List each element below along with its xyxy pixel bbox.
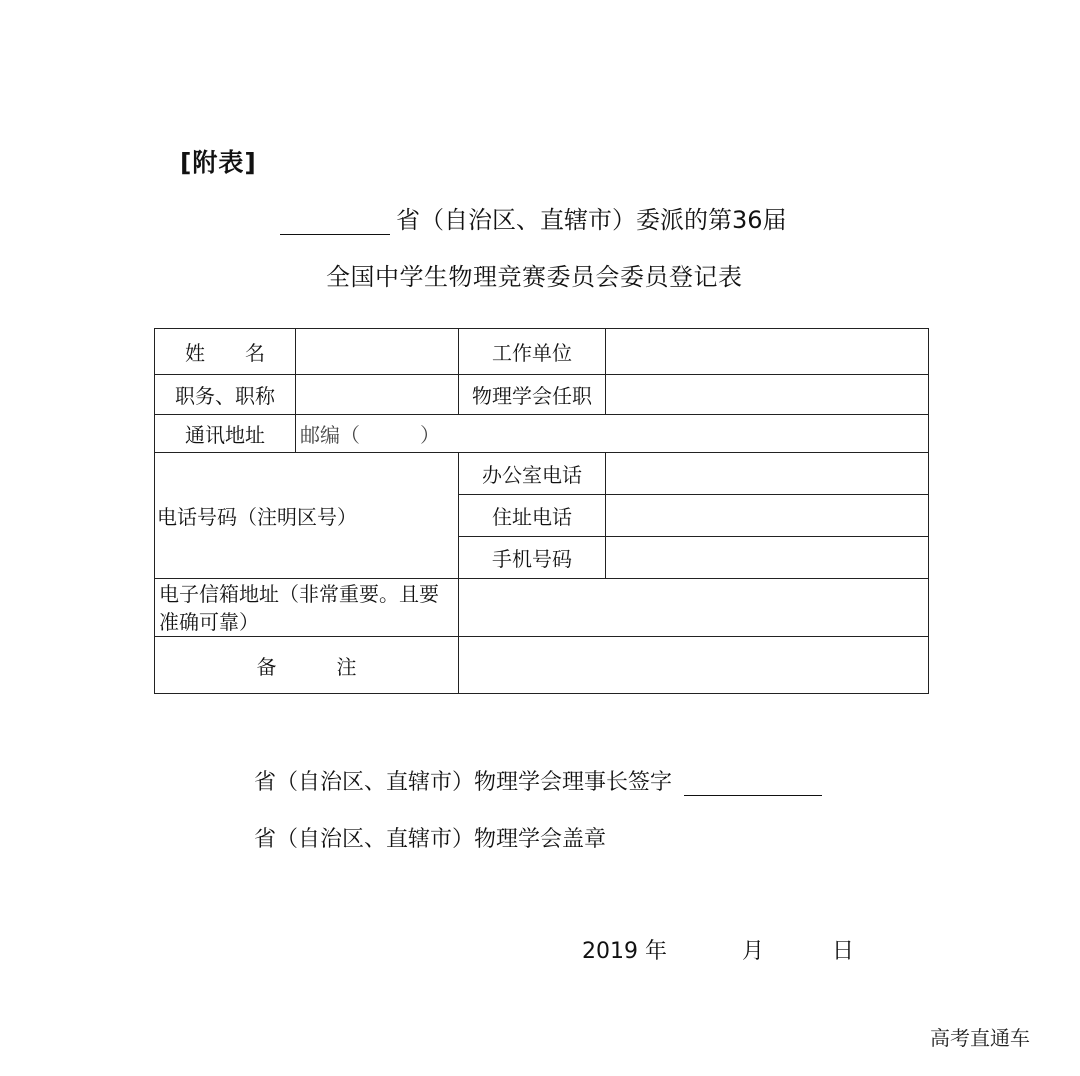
table-row (155, 329, 929, 375)
remarks-label-cell: 备 注 (155, 637, 459, 694)
mobile-field[interactable] (606, 537, 929, 579)
position-label-cell: 职务、职称 (155, 375, 296, 415)
email-field[interactable] (459, 579, 929, 637)
name-field[interactable] (296, 329, 459, 375)
postcode-label: 邮编（ ） (300, 423, 440, 447)
email-label-line2: 准确可靠） (159, 609, 259, 634)
table-row (155, 579, 929, 637)
table-row (155, 375, 929, 415)
work-unit-label-cell: 工作单位 (459, 329, 606, 375)
title-line1-text: 省（自治区、直辖市）委派的第36届 (396, 206, 787, 234)
seal-label: 省（自治区、直辖市）物理学会盖章 (254, 827, 607, 852)
remarks-field[interactable] (459, 637, 929, 694)
registration-table (154, 328, 929, 694)
work-unit-field[interactable] (606, 329, 929, 375)
province-blank-line (280, 208, 390, 235)
home-phone-label-cell: 住址电话 (459, 495, 606, 537)
mobile-label-cell: 手机号码 (459, 537, 606, 579)
form-title-line1 (280, 200, 787, 235)
email-label-cell (155, 579, 459, 637)
table-row (155, 415, 929, 453)
address-label-cell: 通讯地址 (155, 415, 296, 453)
table-row (155, 637, 929, 694)
society-post-label-cell: 物理学会任职 (459, 375, 606, 415)
appendix-label: [附表] (180, 148, 257, 177)
watermark-text: 高考直通车 (930, 1026, 1030, 1050)
date-day: 日 (832, 939, 855, 964)
date-month: 月 (742, 939, 765, 964)
email-label-line1: 电子信箱地址（非常重要。且要 (159, 581, 439, 606)
home-phone-field[interactable] (606, 495, 929, 537)
office-phone-label-cell: 办公室电话 (459, 453, 606, 495)
society-post-field[interactable] (606, 375, 929, 415)
phone-label-cell: 电话号码（注明区号） (155, 453, 459, 579)
chairman-signature-line (254, 765, 822, 796)
form-title-line2: 全国中学生物理竞赛委员会委员登记表 (326, 263, 743, 291)
office-phone-field[interactable] (606, 453, 929, 495)
name-label-cell: 姓 名 (155, 329, 296, 375)
position-field[interactable] (296, 375, 459, 415)
chairman-sign-label: 省（自治区、直辖市）物理学会理事长签字 (254, 770, 673, 795)
date-year: 2019 年 (582, 939, 667, 964)
table-row (155, 453, 929, 495)
address-field[interactable] (296, 415, 929, 453)
signature-blank-line[interactable] (684, 771, 822, 796)
